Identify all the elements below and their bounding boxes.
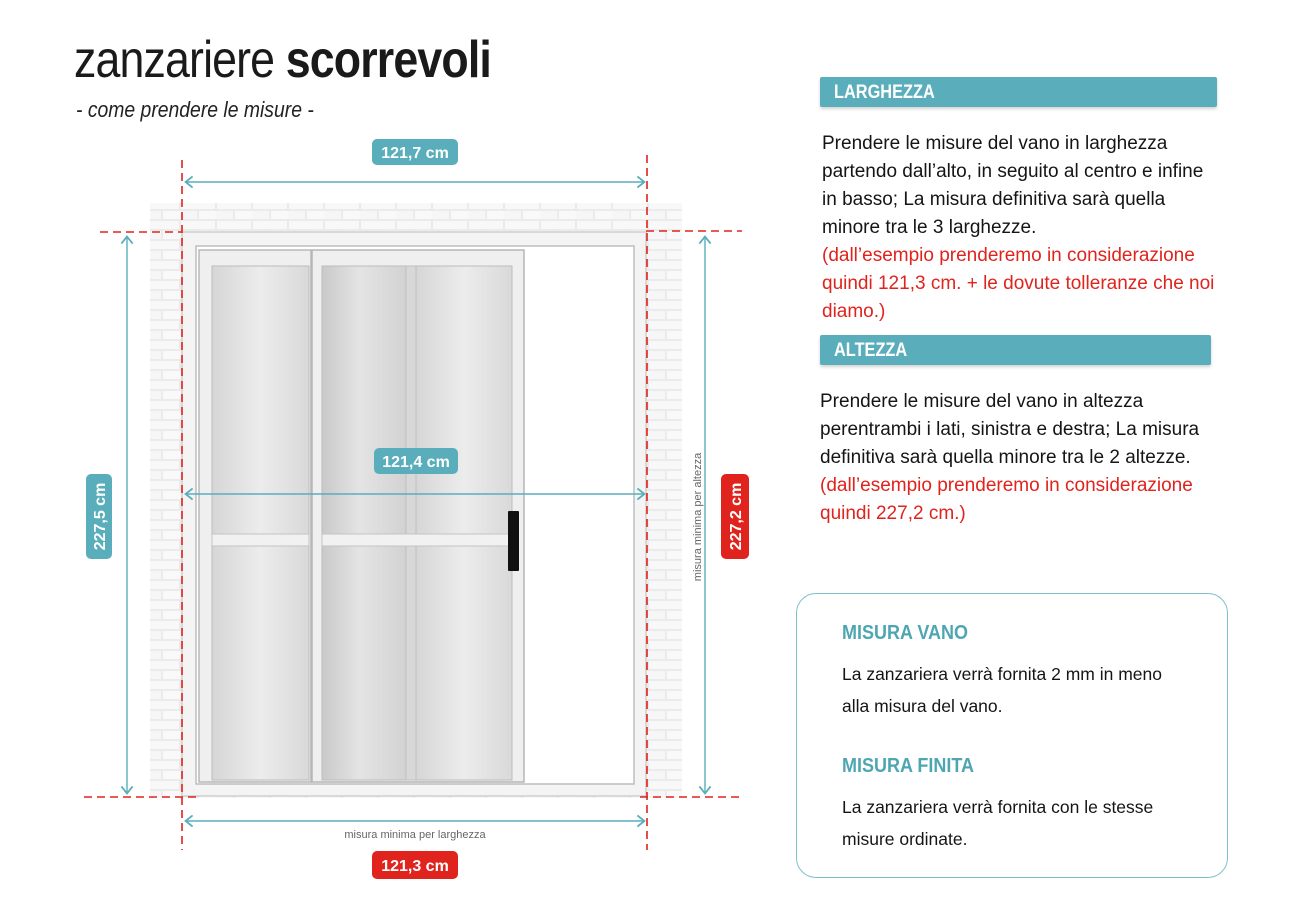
misura-finita-text: La zanzariera verrà fornita con le stesse misure ordinate. <box>842 797 1154 849</box>
info-box <box>796 593 1228 878</box>
svg-text:227,5 cm: 227,5 cm <box>92 482 109 551</box>
larghezza-example: (dall’esempio prenderemo in considerazione quindi 121,3 cm. + le dovute tolleranze che noi diamo.) <box>822 245 1215 322</box>
svg-text:227,2 cm: 227,2 cm <box>728 482 745 551</box>
title-light: zanzariere <box>74 31 275 89</box>
larghezza-heading: LARGHEZZA <box>820 77 1217 107</box>
left-panel <box>199 250 311 782</box>
height-right-label <box>721 474 749 559</box>
height-left-label <box>86 474 112 559</box>
width-middle-label <box>374 448 458 474</box>
misura-vano-title: MISURA VANO <box>842 622 968 644</box>
width-bottom-label <box>372 851 458 879</box>
larghezza-paragraph <box>822 130 1222 326</box>
sliding-panel <box>312 250 524 782</box>
altezza-example: (dall’esempio prenderemo in considerazione quindi 227,2 cm.) <box>820 475 1193 524</box>
door-handle <box>508 511 519 571</box>
altezza-heading: ALTEZZA <box>820 335 1211 365</box>
page-subtitle: - come prendere le misure - <box>76 97 314 122</box>
svg-text:121,3 cm: 121,3 cm <box>381 858 449 875</box>
min-height-label: misura minima per altezza <box>692 452 704 582</box>
title-bold: scorrevoli <box>285 31 491 89</box>
misura-vano-text: La zanzariera verrà fornita 2 mm in meno alla misura del vano. <box>842 664 1162 716</box>
altezza-paragraph <box>820 388 1220 528</box>
altezza-text: Prendere le misure del vano in altezza perentrambi i lati, sinistra e destra; La misura definitiva sarà quella minore tra le 2 altezze. <box>820 391 1200 468</box>
misura-finita-title: MISURA FINITA <box>842 755 974 777</box>
width-top-label <box>372 139 458 165</box>
min-width-label: misura minima per larghezza <box>344 829 486 841</box>
svg-text:121,4 cm: 121,4 cm <box>382 454 450 471</box>
svg-text:121,7 cm: 121,7 cm <box>381 145 449 162</box>
larghezza-text: Prendere le misure del vano in larghezza partendo dall’alto, in seguito al centro e infine in basso; La misura definitiva sarà quella minore tra le 3 larghezze. <box>822 133 1204 238</box>
